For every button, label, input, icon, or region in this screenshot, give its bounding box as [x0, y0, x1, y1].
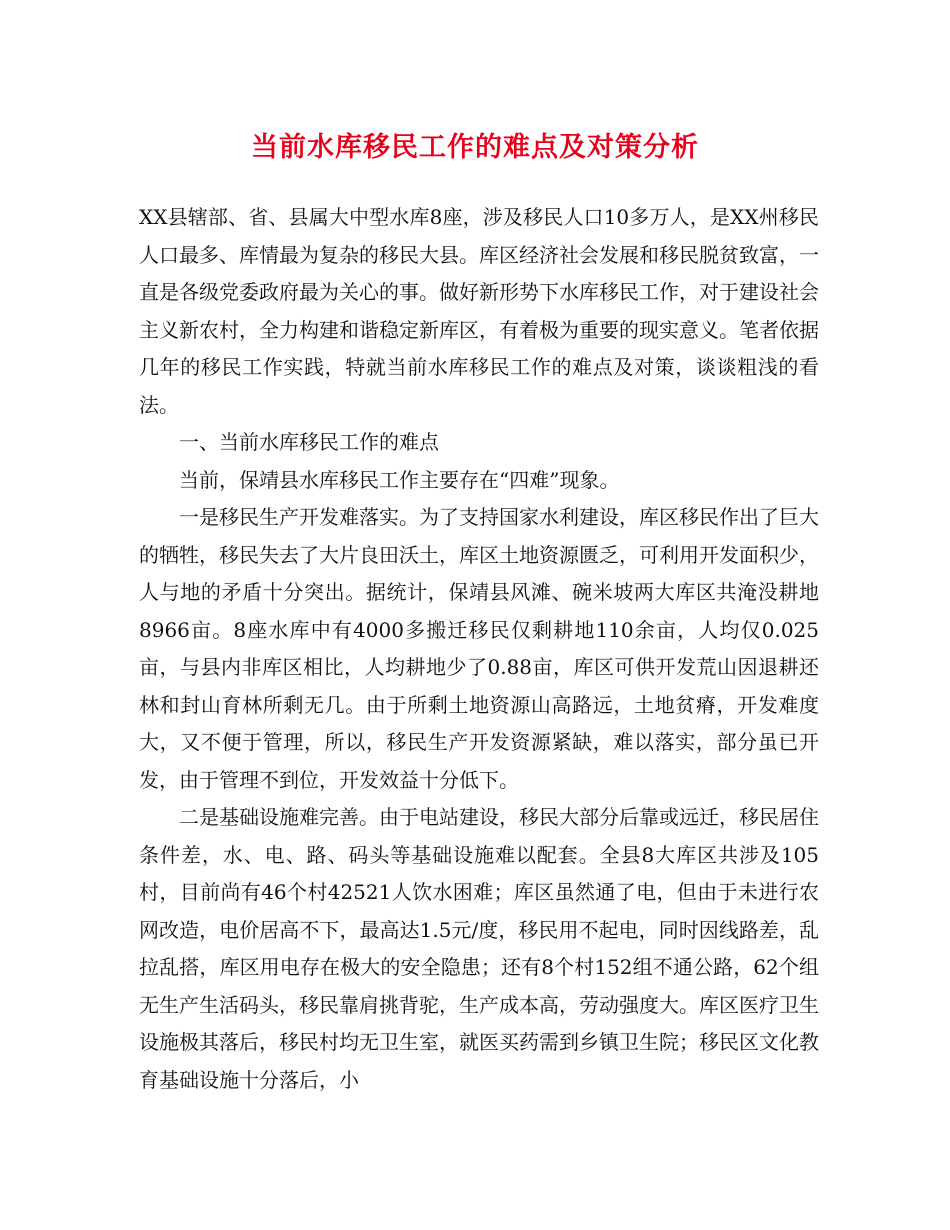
body-paragraph: 当前，保靖县水库移民工作主要存在“四难”现象。	[179, 467, 620, 492]
body-paragraph: 二是基础设施难完善。由于电站建设，移民大部分后靠或远迁，移民居住条件差，水、电、路、码头等基础设施难以配套。全县8大库区共涉及105村，目前尚有46个村42521人饮水困难；库区虽然通了电，但由于未进行农网改造，电价居高不下，最高达1.5元/度，移民用不起电，同时因线路差，乱拉乱搭，库区用电存在极大的安全隐患；还有8个村152组不通公路，62个组无生产生活码头，移民靠肩挑背驼，生产成本高，劳动强度大。库区医疗卫生设施极其落后，移民村均无卫生室，就医买药需到乡镇卫生院；移民区文化教育基础设施十分落后，小	[139, 805, 819, 1092]
body-paragraph: 一是移民生产开发难落实。为了支持国家水利建设，库区移民作出了巨大的牺牲，移民失去了大片良田沃土，库区土地资源匮乏，可利用开发面积少，人与地的矛盾十分突出。据统计，保靖县风滩、碗米坡两大库区共淹没耕地8966亩。8座水库中有4000多搬迁移民仅剩耕地110余亩，人均仅0.025亩，与县内非库区相比，人均耕地少了0.88亩，库区可供开发荒山因退耕还林和封山育林所剩无几。由于所剩土地资源山高路远，土地贫瘠，开发难度大，又不便于管理，所以，移民生产开发资源紧缺，难以落实，部分虽已开发，由于管理不到位，开发效益十分低下。	[139, 505, 819, 792]
intro-paragraph: XX县辖部、省、县属大中型水库8座，涉及移民人口10多万人，是XX州移民人口最多、库情最为复杂的移民大县。库区经济社会发展和移民脱贫致富，一直是各级党委政府最为关心的事。做好新形势下水库移民工作，对于建设社会主义新农村，全力构建和谐稳定新库区，有着极为重要的现实意义。笔者依据几年的移民工作实践，特就当前水库移民工作的难点及对策，谈谈粗浅的看法。	[139, 205, 819, 417]
document-title: 当前水库移民工作的难点及对策分析	[251, 132, 699, 163]
document-body	[139, 199, 819, 1099]
section-heading: 一、当前水库移民工作的难点	[179, 430, 439, 454]
